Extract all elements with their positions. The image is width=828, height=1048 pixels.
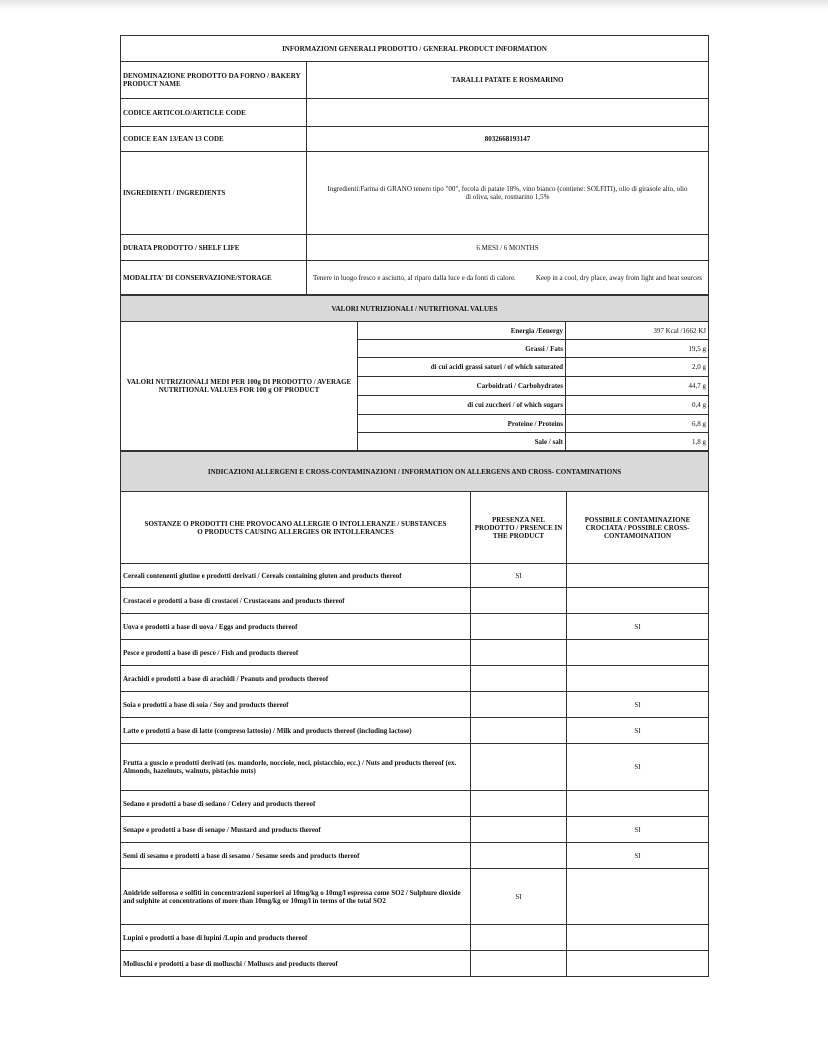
nutrition-row-name: di cui zuccheri / of which sugars — [358, 396, 566, 415]
allergen-presence — [471, 614, 567, 640]
nutrition-row-name: Carboidrati / Carbohydrates — [358, 377, 566, 396]
allergen-row-name: Semi di sesamo e prodotti a base di sesamo / Sesame seeds and products thereof — [121, 843, 471, 869]
ean-code-value: 8032668193147 — [307, 127, 709, 152]
nutrition-row-value: 44,7 g — [566, 377, 709, 396]
allergen-presence — [471, 640, 567, 666]
nutrition-row-value: 2,0 g — [566, 358, 709, 377]
allergen-row-name: Frutta a guscio e prodotti derivati (es. mandorle, nocciole, noci, pistacchio, ecc.) / Nuts and products thereof (ex. Almonds, hazelnuts, walnuts, pistachio nuts) — [121, 744, 471, 791]
allergen-contamination — [567, 951, 709, 977]
allergen-contamination: SI — [567, 843, 709, 869]
article-code-label: CODICE ARTICOLO/ARTICLE CODE — [121, 99, 307, 127]
nutrition-label: VALORI NUTRIZIONALI MEDI PER 100g DI PRODOTTO / AVERAGE NUTRITIONAL VALUES FOR 100 g OF PRODUCT — [121, 322, 358, 451]
allergen-row-name: Lupini e prodotti a base di lupini /Lupin and products thereof — [121, 925, 471, 951]
ingredients-label: INGREDIENTI / INGREDIENTS — [121, 152, 307, 235]
allergen-row-name: Soia e prodotti a base di soia / Soy and products thereof — [121, 692, 471, 718]
product-name-label: DENOMINAZIONE PRODOTTO DA FORNO / BAKERY PRODUCT NAME — [121, 62, 307, 99]
allergen-presence — [471, 951, 567, 977]
ingredients-value: Ingredienti:Farina di GRANO tenero tipo "00", fecola di patate 18%, vino bianco (contiene: SOLFITI), olio di girasole alto, olio di oliva, sale, rosmarino 1,5% — [307, 152, 709, 235]
col-contamination-header: POSSIBILE CONTAMINAZIONE CROCIATA / POSSIBLE CROSS-CONTAMOINATION — [567, 492, 709, 564]
allergen-presence: SI — [471, 869, 567, 925]
nutrition-row-name: Grassi / Fats — [358, 340, 566, 358]
article-code-value — [307, 99, 709, 127]
nutrition-row-name: Energia /Eenergy — [358, 322, 566, 340]
allergen-row-name: Anidride solforosa e solfiti in concentrazioni superiori ai 10mg/kg o 10mg/l espressa come SO2 / Sulphure dioxide and sulphite at concentrations of more than 10mg/kg or 10mg/l in terms of the total SO2 — [121, 869, 471, 925]
allergen-row-name: Molluschi e prodotti a base di molluschi / Molluscs and products thereof — [121, 951, 471, 977]
allergen-presence: SI — [471, 564, 567, 588]
general-info-header: INFORMAZIONI GENERALI PRODOTTO / GENERAL PRODUCT INFORMATION — [121, 36, 709, 62]
allergen-presence — [471, 718, 567, 744]
allergen-row-name: Pesce e prodotti a base di pesce / Fish and products thereof — [121, 640, 471, 666]
allergen-row-name: Latte e prodotti a base di latte (compreso lattosio) / Milk and products thereof (including lactose) — [121, 718, 471, 744]
allergen-contamination: SI — [567, 692, 709, 718]
ean-code-label: CODICE EAN 13/EAN 13 CODE — [121, 127, 307, 152]
nutrition-row-value: 1,8 g — [566, 433, 709, 451]
allergen-row-name: Crostacei e prodotti a base di crostacei / Crustaceans and products thereof — [121, 588, 471, 614]
nutrition-row-value: 19,5 g — [566, 340, 709, 358]
allergen-presence — [471, 791, 567, 817]
allergen-contamination — [567, 588, 709, 614]
nutrition-header: VALORI NUTRIZIONALI / NUTRITIONAL VALUES — [121, 296, 709, 322]
allergen-presence — [471, 817, 567, 843]
allergen-contamination — [567, 666, 709, 692]
allergen-row-name: Arachidi e prodotti a base di arachidi / Peanuts and products thereof — [121, 666, 471, 692]
nutrition-row-name: di cui acidi grassi saturi / of which saturated — [358, 358, 566, 377]
allergen-row-name: Uova e prodotti a base di uova / Eggs and products thereof — [121, 614, 471, 640]
allergen-presence — [471, 692, 567, 718]
col-presence-header: PRESENZA NEL PRODOTTO / PRSENCE IN THE PRODUCT — [471, 492, 567, 564]
page-shadow — [0, 0, 828, 10]
col-substances-header: SOSTANZE O PRODOTTI CHE PROVOCANO ALLERGIE O INTOLLERANZE / SUBSTANCES O PRODUCTS CAUSING ALLERGIES OR INTOLLERANCES — [121, 492, 471, 564]
storage-value-en: Keep in a cool, dry place, away from light and heat sources — [535, 273, 703, 282]
allergen-row-name: Senape e prodotti a base di senape / Mustard and products thereof — [121, 817, 471, 843]
allergen-presence — [471, 588, 567, 614]
allergen-row-name: Sedano e prodotti a base di sedano / Celery and products thereof — [121, 791, 471, 817]
allergens-table — [120, 451, 709, 977]
product-name-value: TARALLI PATATE E ROSMARINO — [307, 62, 709, 99]
allergen-contamination — [567, 925, 709, 951]
allergen-contamination — [567, 640, 709, 666]
product-sheet — [120, 35, 708, 977]
shelf-life-value: 6 MESI / 6 MONTHS — [307, 235, 709, 261]
allergen-contamination — [567, 564, 709, 588]
storage-label: MODALITA' DI CONSERVAZIONE/STORAGE — [121, 261, 307, 295]
allergen-contamination: SI — [567, 718, 709, 744]
allergen-row-name: Cereali contenenti glutine e prodotti derivati / Cereals containing gluten and products thereof — [121, 564, 471, 588]
allergen-contamination — [567, 869, 709, 925]
allergen-presence — [471, 925, 567, 951]
allergen-contamination — [567, 791, 709, 817]
allergen-contamination: SI — [567, 744, 709, 791]
allergen-presence — [471, 843, 567, 869]
nutrition-row-value: 0,4 g — [566, 396, 709, 415]
allergen-contamination: SI — [567, 614, 709, 640]
nutrition-row-value: 397 Kcal /1662 KJ — [566, 322, 709, 340]
nutrition-row-name: Sale / salt — [358, 433, 566, 451]
allergen-presence — [471, 744, 567, 791]
storage-value-it: Tenere in luogo fresco e asciutto, al riparo dalla luce e da fonti di calore. — [313, 273, 516, 282]
allergen-contamination: SI — [567, 817, 709, 843]
nutrition-row-name: Proteine / Proteins — [358, 415, 566, 433]
allergen-presence — [471, 666, 567, 692]
allergens-header: INDICAZIONI ALLERGENI E CROSS-CONTAMINAZIONI / INFORMATION ON ALLERGENS AND CROSS- CONTAMINATIONS — [121, 452, 709, 492]
nutrition-table — [120, 295, 709, 451]
nutrition-row-value: 6,8 g — [566, 415, 709, 433]
storage-value — [307, 261, 709, 295]
general-info-table — [120, 35, 709, 295]
shelf-life-label: DURATA PRODOTTO / SHELF LIFE — [121, 235, 307, 261]
